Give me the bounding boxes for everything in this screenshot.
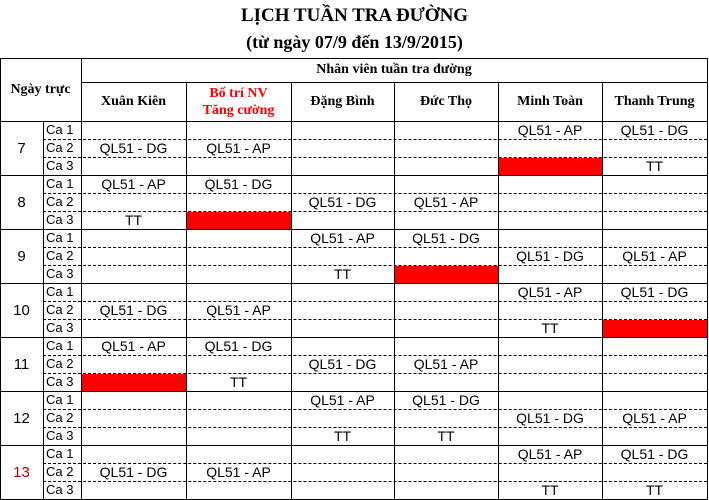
schedule-cell (498, 427, 602, 445)
table-top-border (0, 58, 707, 59)
shift-label: Ca 2 (46, 410, 74, 425)
shift-label: Ca 2 (46, 140, 74, 155)
page-title: LỊCH TUẦN TRA ĐƯỜNG (240, 5, 469, 26)
schedule-cell (291, 139, 394, 157)
schedule-cell (498, 265, 602, 283)
schedule-cell (186, 319, 291, 337)
schedule-cell (291, 247, 394, 265)
shift-separator (43, 427, 707, 428)
schedule-cell: QL51 - AP (310, 230, 375, 246)
day-number: 8 (17, 193, 26, 211)
schedule-cell: QL51 - AP (101, 338, 166, 354)
schedule-cell (602, 229, 707, 247)
column-divider (81, 58, 82, 500)
schedule-cell (602, 265, 707, 283)
schedule-cell (291, 337, 394, 355)
schedule-cell (394, 337, 498, 355)
schedule-cell (81, 319, 186, 337)
schedule-cell: QL51 - DG (308, 356, 377, 372)
schedule-cell (498, 337, 602, 355)
schedule-cell: TT (541, 482, 559, 498)
schedule-cell (291, 121, 394, 139)
schedule-cell (186, 157, 291, 175)
schedule-cell (291, 157, 394, 175)
schedule-cell (394, 121, 498, 139)
shift-separator (43, 301, 707, 302)
shift-divider (43, 121, 44, 500)
schedule-cell (81, 283, 186, 301)
schedule-cell (291, 445, 394, 463)
schedule-cell (81, 121, 186, 139)
shift-separator (43, 265, 707, 266)
shift-label: Ca 2 (46, 248, 74, 263)
schedule-cell (602, 301, 707, 319)
schedule-cell (291, 373, 394, 391)
column-divider (186, 82, 187, 500)
schedule-cell (394, 301, 498, 319)
schedule-cell: QL51 - DG (620, 446, 689, 462)
schedule-cell (291, 463, 394, 481)
day-separator (0, 391, 707, 392)
day-number: 7 (17, 139, 26, 157)
day-separator (0, 445, 707, 446)
body-top-border (0, 121, 707, 122)
schedule-cell: QL51 - DG (412, 230, 480, 246)
schedule-cell (498, 391, 602, 409)
schedule-cell: QL51 - DG (204, 176, 273, 192)
staff-header-6: Thanh Trung (614, 93, 695, 109)
schedule-cell (498, 139, 602, 157)
schedule-cell (498, 355, 602, 373)
schedule-cell: QL51 - AP (517, 446, 583, 462)
schedule-cell: QL51 - DG (99, 464, 168, 480)
shift-label: Ca 1 (46, 338, 74, 353)
shift-label: Ca 1 (46, 230, 74, 245)
schedule-cell (602, 463, 707, 481)
off-duty-block (395, 266, 498, 283)
schedule-cell (291, 409, 394, 427)
shift-label: Ca 2 (46, 356, 74, 371)
page-subtitle: (từ ngày 07/9 đến 13/9/2015) (246, 32, 463, 52)
schedule-cell (81, 427, 186, 445)
shift-separator (43, 157, 707, 158)
schedule-cell: TT (645, 482, 664, 498)
schedule-cell (81, 355, 186, 373)
schedule-cell (394, 373, 498, 391)
schedule-cell: QL51 - AP (622, 410, 687, 426)
day-number: 9 (17, 247, 26, 265)
shift-label: Ca 1 (46, 122, 74, 137)
schedule-cell (186, 481, 291, 499)
shift-separator (43, 409, 707, 410)
shift-separator (43, 355, 707, 356)
schedule-cell: QL51 - DG (516, 248, 584, 264)
schedule-cell (498, 463, 602, 481)
staff-header-1: Xuân Kiên (101, 93, 166, 109)
shift-separator (43, 211, 707, 212)
shift-label: Ca 3 (46, 374, 74, 389)
schedule-cell (81, 229, 186, 247)
schedule-cell (394, 247, 498, 265)
staff-group-header: Nhân viên tuần tra đường (316, 62, 472, 77)
day-separator (0, 283, 707, 284)
column-divider (394, 82, 395, 500)
schedule-cell (602, 355, 707, 373)
schedule-cell: TT (333, 266, 352, 282)
shift-label: Ca 1 (46, 392, 74, 407)
schedule-cell (291, 283, 394, 301)
schedule-cell: QL51 - DG (620, 122, 689, 138)
schedule-cell (498, 193, 602, 211)
schedule-cell: QL51 - DG (516, 410, 584, 426)
day-number: 11 (13, 355, 30, 373)
day-number: 10 (13, 301, 30, 319)
column-divider (291, 82, 292, 500)
day-number: 12 (13, 409, 30, 427)
schedule-cell: QL51 - AP (101, 176, 166, 192)
shift-label: Ca 2 (46, 464, 74, 479)
schedule-cell (394, 175, 498, 193)
schedule-cell: TT (229, 374, 248, 390)
schedule-cell (186, 247, 291, 265)
schedule-cell (602, 427, 707, 445)
schedule-cell (186, 193, 291, 211)
schedule-cell: QL51 - DG (412, 392, 480, 408)
schedule-cell (394, 409, 498, 427)
schedule-cell (602, 337, 707, 355)
schedule-cell (394, 157, 498, 175)
schedule-cell (186, 121, 291, 139)
schedule-cell: TT (124, 212, 143, 228)
schedule-cell (186, 427, 291, 445)
schedule-cell: TT (541, 320, 559, 336)
schedule-cell: QL51 - AP (206, 302, 271, 318)
schedule-cell (81, 391, 186, 409)
off-duty-block (603, 320, 707, 337)
left-border (0, 58, 1, 500)
shift-separator (43, 481, 707, 482)
shift-label: Ca 3 (46, 266, 74, 281)
schedule-cell (602, 373, 707, 391)
schedule-cell: QL51 - AP (413, 356, 479, 372)
schedule-cell: TT (645, 158, 664, 174)
schedule-cell (81, 247, 186, 265)
shift-label: Ca 3 (46, 482, 74, 497)
schedule-cell (394, 319, 498, 337)
schedule-cell: QL51 - AP (206, 464, 271, 480)
schedule-cell (291, 319, 394, 337)
schedule-cell (394, 445, 498, 463)
schedule-cell (81, 409, 186, 427)
shift-label: Ca 2 (46, 194, 74, 209)
schedule-cell (602, 193, 707, 211)
shift-separator (43, 193, 707, 194)
day-separator (0, 337, 707, 338)
schedule-cell (81, 481, 186, 499)
schedule-cell (81, 265, 186, 283)
schedule-cell (186, 283, 291, 301)
schedule-cell: QL51 - AP (413, 194, 479, 210)
off-duty-block (499, 158, 602, 175)
schedule-cell (394, 283, 498, 301)
shift-label: Ca 1 (46, 446, 74, 461)
schedule-cell (498, 211, 602, 229)
staff-header-2: Bố trí NV Tăng cường (202, 85, 275, 118)
day-separator (0, 229, 707, 230)
schedule-cell (186, 265, 291, 283)
shift-label: Ca 1 (46, 176, 74, 191)
shift-label: Ca 1 (46, 284, 74, 299)
shift-label: Ca 3 (46, 158, 74, 173)
schedule-cell: QL51 - DG (99, 302, 168, 318)
shift-separator (43, 463, 707, 464)
schedule-cell: QL51 - DG (204, 338, 273, 354)
schedule-cell (291, 481, 394, 499)
day-column-header: Ngày trực (10, 81, 71, 97)
staff-header-4: Đức Thọ (419, 93, 473, 109)
schedule-cell: QL51 - AP (517, 122, 583, 138)
schedule-cell (498, 301, 602, 319)
schedule-cell (186, 445, 291, 463)
schedule-cell: QL51 - AP (310, 392, 375, 408)
shift-separator (43, 319, 707, 320)
schedule-cell (186, 409, 291, 427)
schedule-cell (186, 355, 291, 373)
schedule-cell (498, 373, 602, 391)
shift-label: Ca 3 (46, 428, 74, 443)
schedule-cell: TT (437, 428, 455, 444)
off-duty-block (82, 374, 186, 391)
schedule-cell (394, 481, 498, 499)
schedule-cell: QL51 - AP (206, 140, 271, 156)
schedule-cell: TT (333, 428, 352, 444)
schedule-cell (291, 301, 394, 319)
schedule-cell: QL51 - AP (622, 248, 687, 264)
staff-header-5: Minh Toàn (517, 93, 583, 109)
schedule-cell (291, 211, 394, 229)
schedule-cell: QL51 - DG (99, 140, 168, 156)
schedule-cell (602, 211, 707, 229)
day-number: 13 (13, 463, 30, 481)
column-divider (707, 58, 708, 500)
schedule-cell (394, 211, 498, 229)
schedule-cell: QL51 - DG (308, 194, 377, 210)
day-separator (0, 175, 707, 176)
schedule-cell (81, 445, 186, 463)
shift-separator (43, 373, 707, 374)
column-divider (498, 82, 499, 500)
schedule-cell: QL51 - DG (620, 284, 689, 300)
schedule-cell (394, 139, 498, 157)
staff-header-3: Đặng Bình (310, 93, 375, 109)
shift-separator (43, 247, 707, 248)
schedule-cell (81, 157, 186, 175)
shift-label: Ca 3 (46, 320, 74, 335)
off-duty-block (187, 212, 291, 229)
shift-label: Ca 3 (46, 212, 74, 227)
schedule-cell (602, 391, 707, 409)
schedule-cell (186, 229, 291, 247)
schedule-cell (602, 139, 707, 157)
schedule-cell (602, 175, 707, 193)
shift-label: Ca 2 (46, 302, 74, 317)
column-divider (602, 82, 603, 500)
schedule-cell: QL51 - AP (517, 284, 583, 300)
schedule-cell (291, 175, 394, 193)
schedule-cell (394, 463, 498, 481)
schedule-cell (498, 175, 602, 193)
shift-separator (43, 139, 707, 140)
schedule-cell (186, 391, 291, 409)
schedule-cell (81, 193, 186, 211)
schedule-cell (498, 229, 602, 247)
